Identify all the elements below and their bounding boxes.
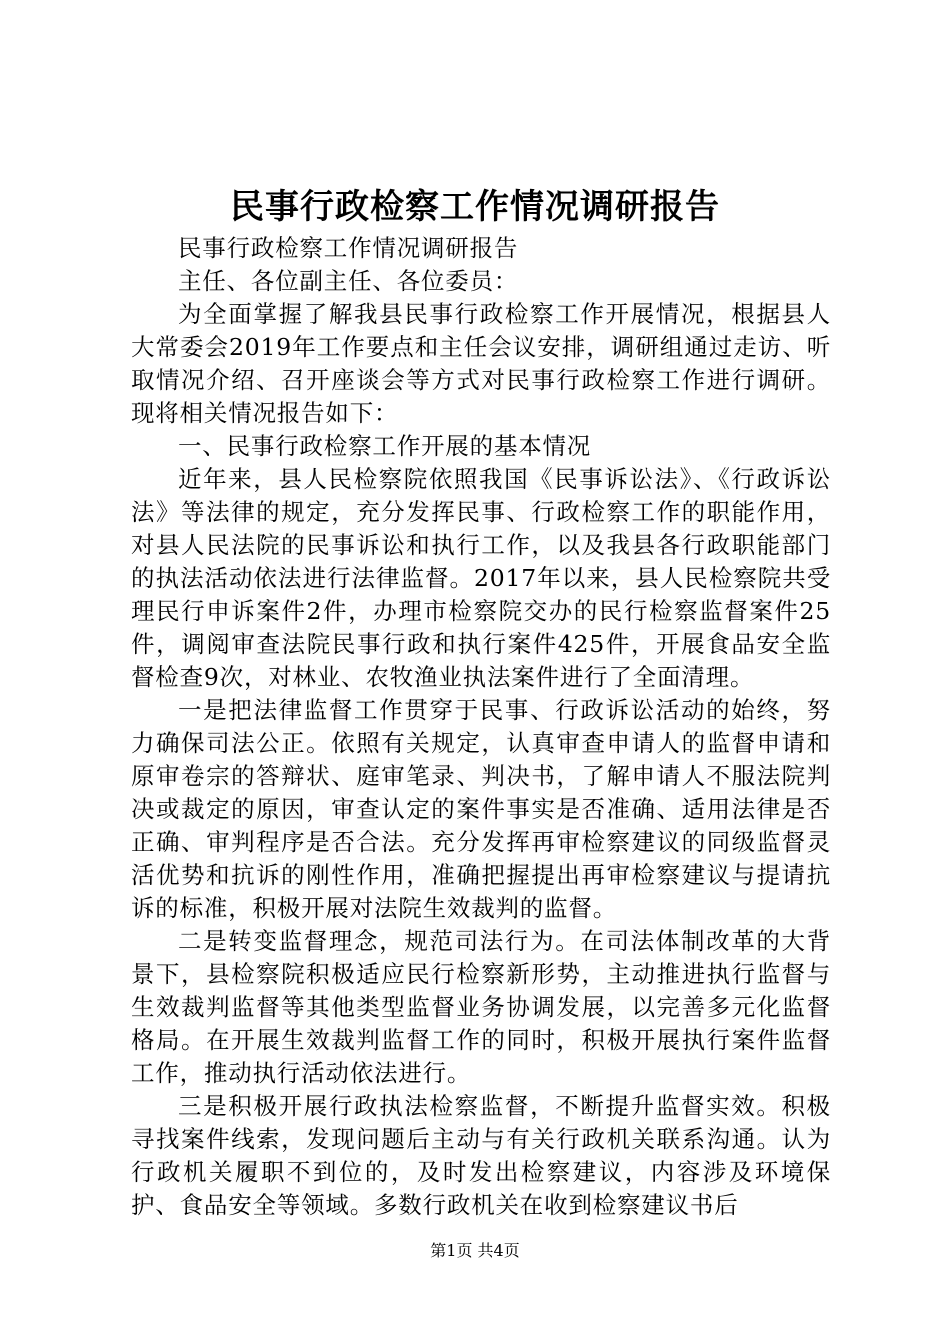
paragraph: 一是把法律监督工作贯穿于民事、行政诉讼活动的始终，努力确保司法公正。依照有关规定，认真审查申请人的监督申请和原审卷宗的答辩状、庭审笔录、判决书，了解申请人不服法院判决或裁定的原因，审查认定的案件事实是否准确、适用法律是否正确、审判程序是否合法。充分发挥再审检察建议的同级监督灵活优势和抗诉的刚性作用，准确把握提出再审检察建议与提请抗诉的标准，积极开展对法院生效裁判的监督。 <box>131 696 831 922</box>
paragraph: 近年来，县人民检察院依照我国《民事诉讼法》、《行政诉讼法》等法律的规定，充分发挥民事、行政检察工作的职能作用，对县人民法院的民事诉讼和执行工作，以及我县各行政职能部门的执法活动依法进行法律监督。2017年以来，县人民检察院共受理民行申诉案件2件，办理市检察院交办的民行检察监督案件25件，调阅审查法院民事行政和执行案件425件，开展食品安全监督检查9次，对林业、农牧渔业执法案件进行了全面清理。 <box>131 465 831 691</box>
paragraph: 三是积极开展行政执法检察监督，不断提升监督实效。积极寻找案件线索，发现问题后主动与有关行政机关联系沟通。认为行政机关履职不到位的，及时发出检察建议，内容涉及环境保护、食品安全等领域。多数行政机关在收到检察建议书后 <box>131 1092 831 1219</box>
document-body <box>131 232 831 1222</box>
document-title: 民事行政检察工作情况调研报告 <box>230 187 720 227</box>
paragraph: 民事行政检察工作情况调研报告 <box>178 234 519 262</box>
paragraph: 主任、各位副主任、各位委员： <box>178 267 519 295</box>
section-heading: 一、民事行政检察工作开展的基本情况 <box>178 432 592 460</box>
paragraph: 为全面掌握了解我县民事行政检察工作开展情况，根据县人大常委会2019年工作要点和主任会议安排，调研组通过走访、听取情况介绍、召开座谈会等方式对民事行政检察工作进行调研。现将相关情况报告如下： <box>131 300 831 427</box>
page-number-footer: 第1页 共4页 <box>430 1241 520 1260</box>
paragraph: 二是转变监督理念，规范司法行为。在司法体制改革的大背景下，县检察院积极适应民行检察新形势，主动推进执行监督与生效裁判监督等其他类型监督业务协调发展，以完善多元化监督格局。在开展生效裁判监督工作的同时，积极开展执行案件监督工作，推动执行活动依法进行。 <box>131 927 831 1087</box>
